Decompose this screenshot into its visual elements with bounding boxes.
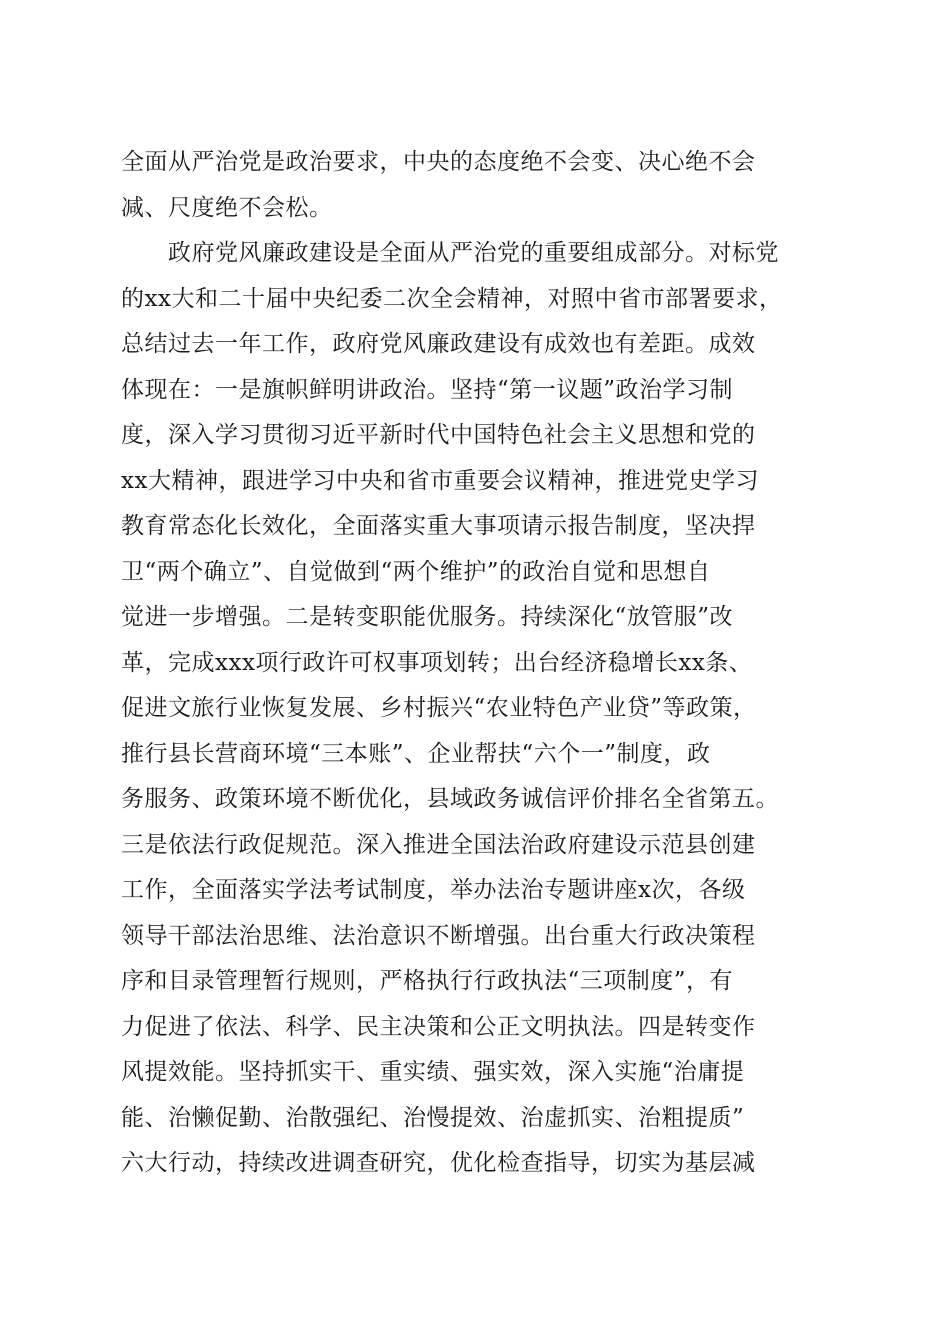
text-line: 卫“两个确立”、自觉做到“两个维护”的政治自觉和思想自 (121, 558, 711, 585)
text-line: xx大精神，跟进学习中央和省市重要会议精神，推进党史学习 (121, 467, 759, 494)
text-line: 三是依法行政促规范。深入推进全国法治政府建设示范县创建 (121, 831, 756, 858)
text-line: 促进文旅行业恢复发展、乡村振兴“农业特色产业贷”等政策， (121, 695, 757, 721)
text-line: 全面从严治党是政治要求，中央的态度绝不会变、决心绝不会 (121, 149, 756, 175)
text-line: 序和目录管理暂行规则，严格执行行政执法“三项制度”，有 (121, 968, 734, 994)
text-line: 领导干部法治思维、法治意识不断增强。出台重大行政决策程 (121, 922, 756, 949)
text-line: 政府党风廉政建设是全面从严治党的重要组成部分。对标党 (121, 240, 779, 266)
paragraph-2 (121, 231, 833, 1187)
document-body (121, 140, 833, 1187)
text-line: 务服务、政策环境不断优化，县域政务诚信评价排名全省第五。 (121, 786, 779, 812)
text-line: 推行县长营商环境“三本账”、企业帮扶“六个一”制度，政 (121, 740, 711, 767)
paragraph-1 (121, 140, 833, 231)
text-line: 能、治懒促勤、治散强纪、治慢提效、治虚抓实、治粗提质” (121, 1104, 745, 1131)
text-line: 度，深入学习贯彻习近平新时代中国特色社会主义思想和党的 (121, 422, 756, 448)
text-line: 体现在：一是旗帜鲜明讲政治。坚持“第一议题”政治学习制 (121, 376, 734, 403)
text-line: 总结过去一年工作，政府党风廉政建设有成效也有差距。成效 (121, 331, 756, 357)
text-line: 风提效能。坚持抓实干、重实绩、强实效，深入实施“治庸提 (121, 1059, 745, 1085)
text-line: 力促进了依法、科学、民主决策和公正文明执法。四是转变作 (121, 1013, 756, 1040)
text-line: 教育常态化长效化，全面落实重大事项请示报告制度，坚决捍 (121, 513, 756, 539)
text-line: 觉进一步增强。二是转变职能优服务。持续深化“放管服”改 (121, 604, 734, 630)
text-line: 六大行动，持续改进调查研究，优化检查指导，切实为基层减 (121, 1150, 756, 1176)
text-line: 革，完成xxx项行政许可权事项划转；出台经济稳增长xx条、 (121, 649, 753, 676)
text-line: 的xx大和二十届中央纪委二次全会精神，对照中省市部署要求， (121, 285, 783, 312)
text-line: 减、尺度绝不会松。 (121, 194, 333, 221)
text-line: 工作，全面落实学法考试制度，举办法治专题讲座x次，各级 (121, 877, 746, 903)
